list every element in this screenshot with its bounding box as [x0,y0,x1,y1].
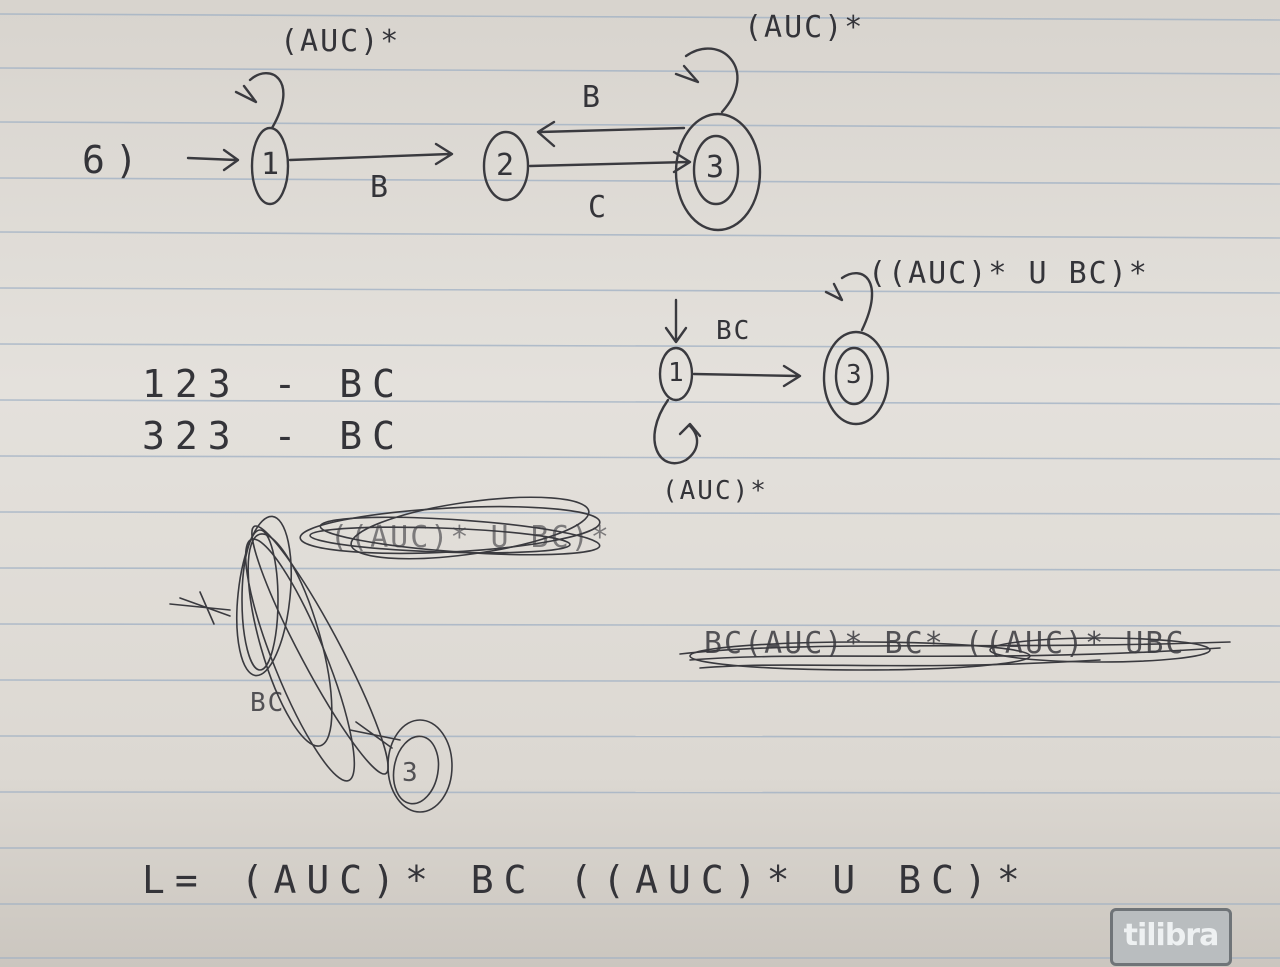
state-2-label: 2 [496,148,517,183]
state-3b-loop-label: ((AUC)* U BC)* [868,256,1149,291]
tilibra-logo: tilibra [1110,908,1232,966]
final-answer: L= (AUC)* BC ((AUC)* U BC)* [142,858,1030,902]
state-1b-loop-label: (AUC)* [662,476,768,506]
state-1b-label: 1 [668,358,686,388]
path-note-1: 123 - BC [142,362,406,406]
edge-2-3-label: C [588,190,609,225]
edge-1-3b-label: BC [716,316,752,346]
path-note-2: 323 - BC [142,414,406,458]
state-1-label: 1 [261,147,282,182]
state-3-loop-label: (AUC)* [744,10,865,45]
crossed-out-expression: BC(AUC)* BC* ((AUC)* UBC [704,626,1186,661]
problem-number: 6) [82,138,148,182]
scribbled-edge-label: BC [250,688,286,718]
state-3-label: 3 [706,150,727,185]
scribbled-state-label: 3 [402,758,420,788]
edge-1-2-label: B [370,170,391,205]
state-3b-label: 3 [846,360,864,390]
state-1-loop-label: (AUC)* [280,24,401,59]
edge-3-2-label: B [582,80,603,115]
scribbled-top-label: ((AUC)* U BC)* [330,520,611,555]
